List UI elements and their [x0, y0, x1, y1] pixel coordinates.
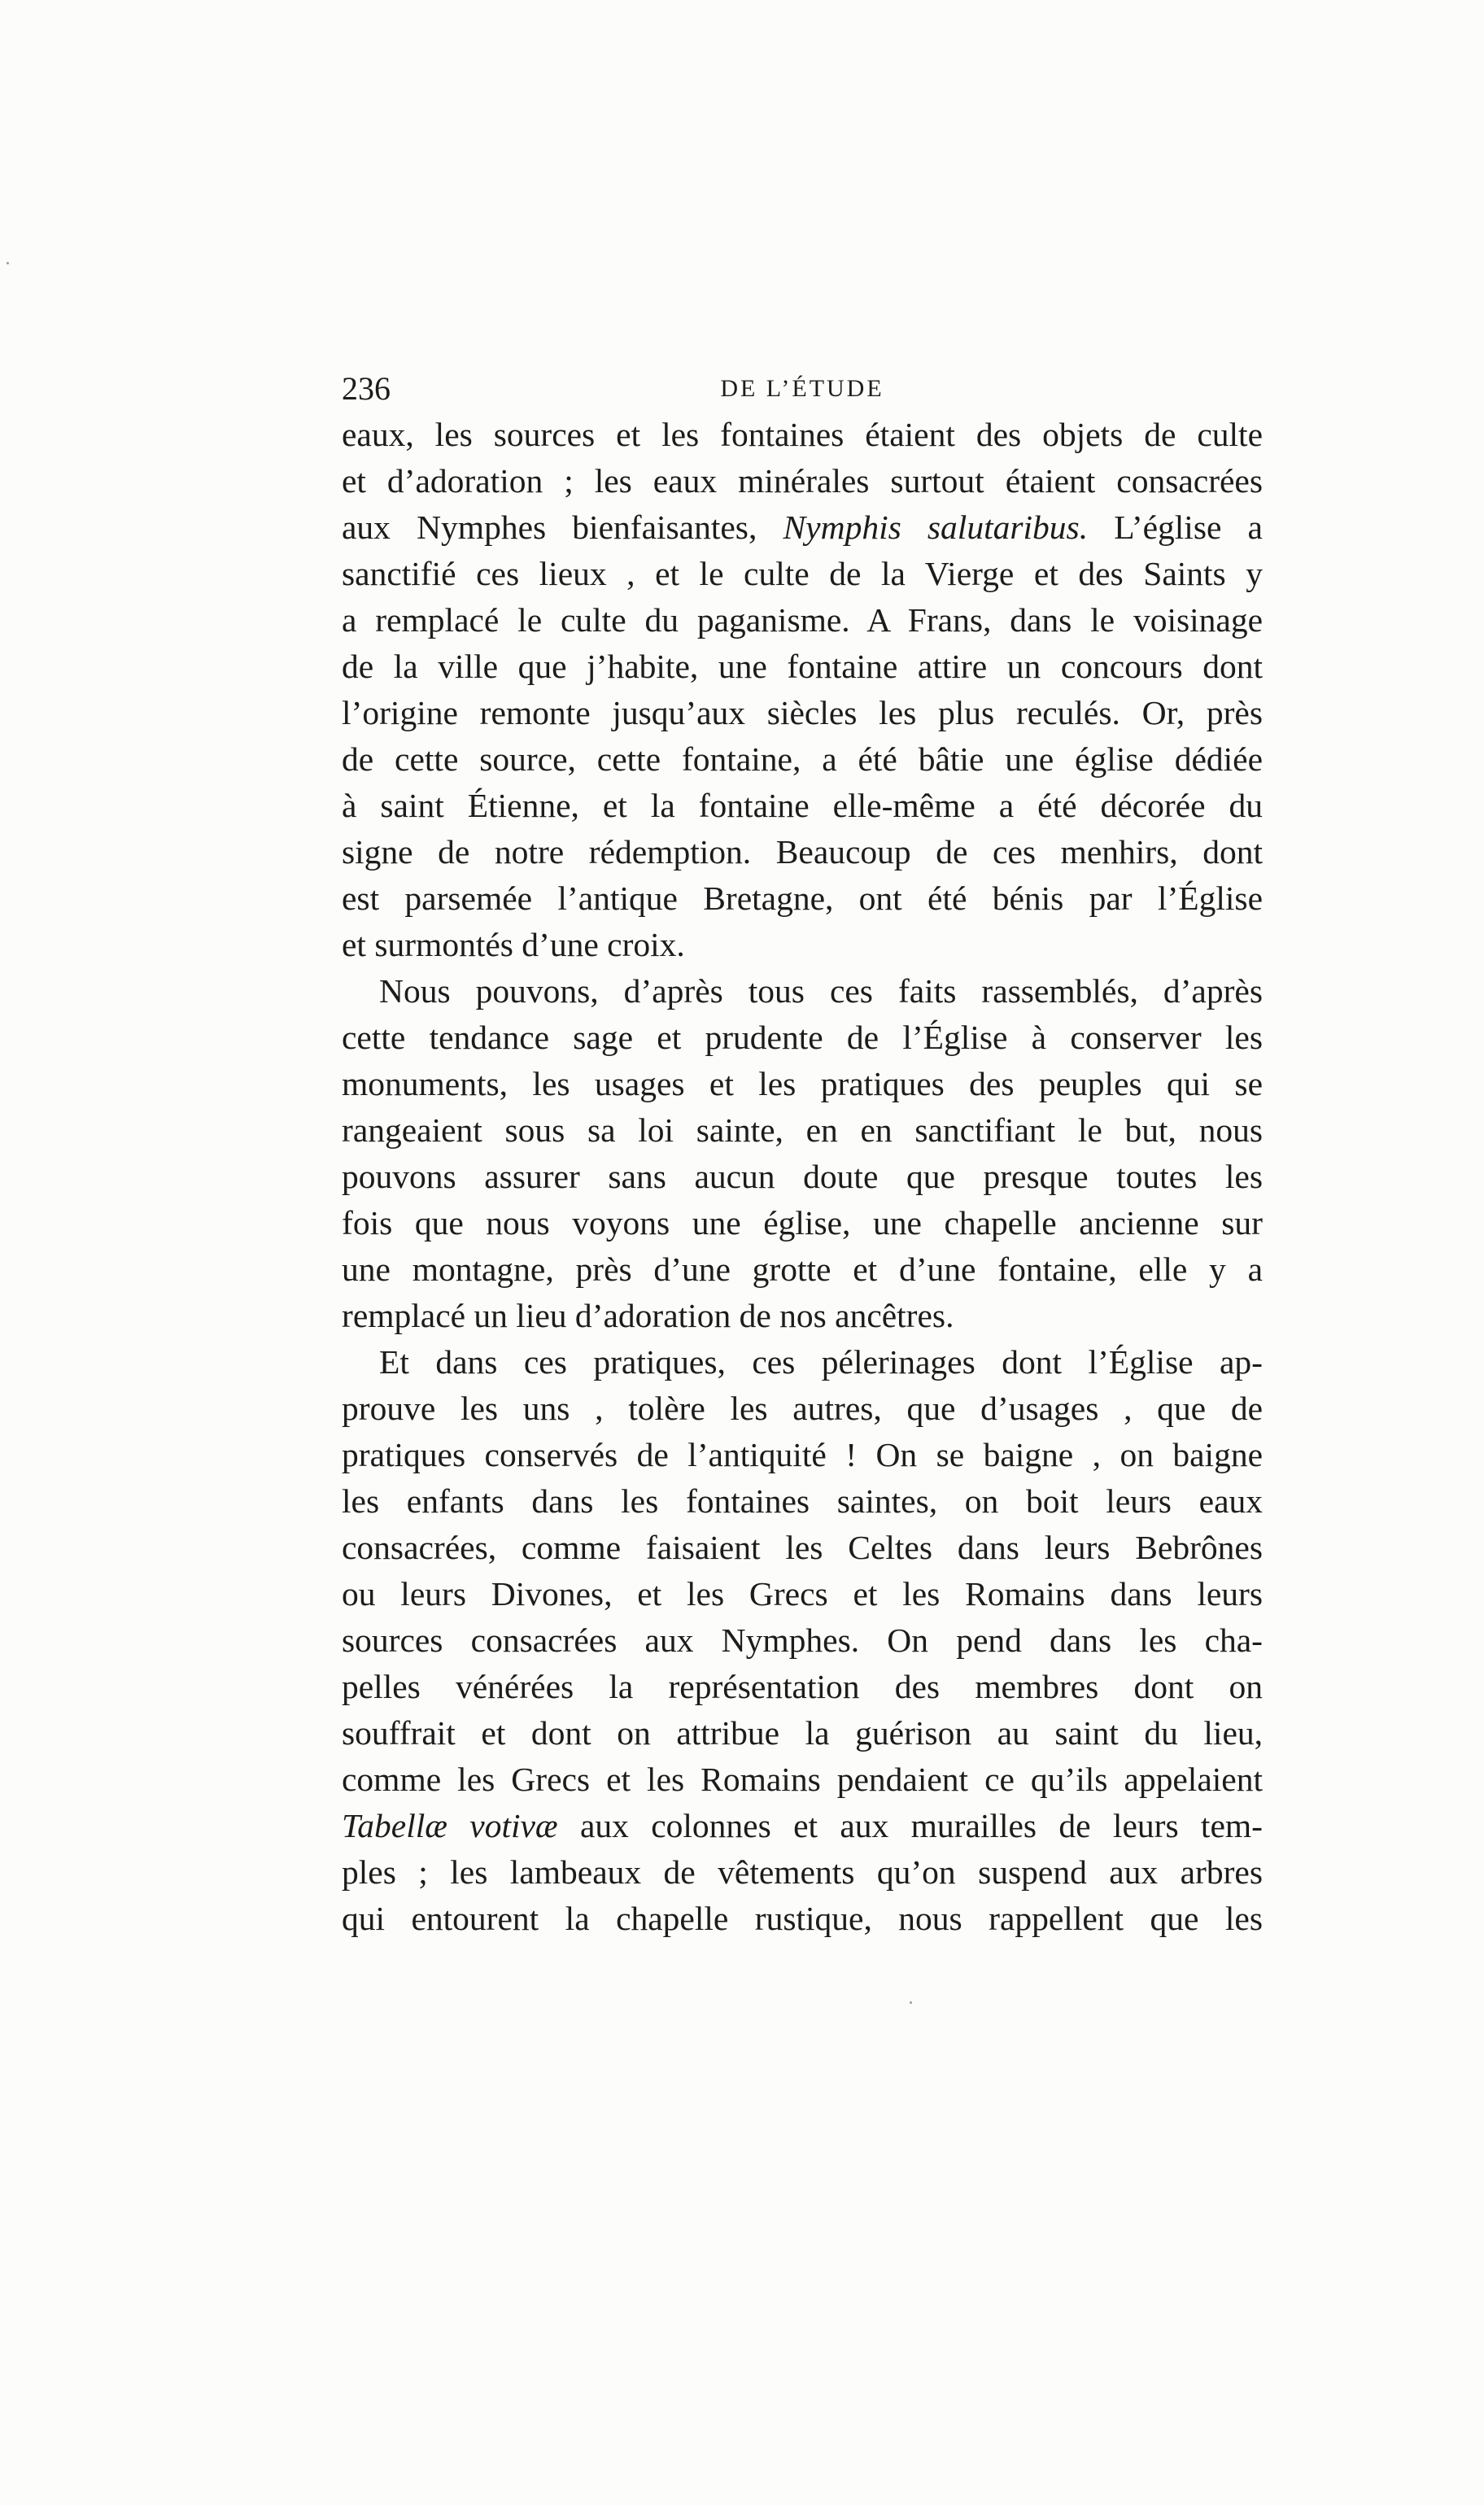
text-line: signe de notre rédemption. Beaucoup de ces menhirs, dont	[342, 833, 1263, 871]
text-line	[342, 504, 1263, 551]
text-line: ples ; les lambeaux de vêtements qu’on suspend aux arbres	[342, 1853, 1263, 1891]
text-line: une montagne, près d’une grotte et d’une fontaine, elle y a	[342, 1250, 1263, 1288]
page-number: 236	[342, 370, 391, 407]
text-line: l’origine remonte jusqu’aux siècles les plus reculés. Or, près	[342, 694, 1263, 731]
text-line: monuments, les usages et les pratiques des peuples qui se	[342, 1065, 1263, 1102]
text-line: remplacé un lieu d’adoration de nos ancêtres.	[342, 1297, 954, 1334]
text-line: qui entourent la chapelle rustique, nous rappellent que les	[342, 1900, 1263, 1937]
text-line: consacrées, comme faisaient les Celtes dans leurs Bebrônes	[342, 1529, 1263, 1566]
text-span: L’église a	[1088, 508, 1263, 546]
text-line: Et dans ces pratiques, ces pélerinages dont l’Église ap-	[379, 1343, 1263, 1381]
text-line: fois que nous voyons une église, une chapelle ancienne sur	[342, 1204, 1263, 1242]
body-text	[342, 412, 1263, 1942]
text-line: pouvons assurer sans aucun doute que presque toutes les	[342, 1158, 1263, 1195]
paragraph	[342, 968, 1263, 1339]
paragraph	[342, 412, 1263, 968]
text-line: souffrait et dont on attribue la guérison au saint du lieu,	[342, 1714, 1263, 1752]
text-line: de la ville que j’habite, une fontaine attire un concours dont	[342, 648, 1263, 685]
text-line: à saint Étienne, et la fontaine elle-même a été décorée du	[342, 787, 1263, 824]
text-line: a remplacé le culte du paganisme. A Frans, dans le voisinage	[342, 601, 1263, 639]
text-line: et surmontés d’une croix.	[342, 926, 685, 963]
text-line	[342, 1803, 1263, 1849]
text-line: comme les Grecs et les Romains pendaient ce qu’ils appelaient	[342, 1761, 1263, 1798]
text-line: cette tendance sage et prudente de l’Église à conserver les	[342, 1019, 1263, 1056]
text-line: et d’adoration ; les eaux minérales surtout étaient consacrées	[342, 462, 1263, 500]
text-line: ou leurs Divones, et les Grecs et les Romains dans leurs	[342, 1575, 1263, 1613]
text-line: rangeaient sous sa loi sainte, en en sanctifiant le but, nous	[342, 1111, 1263, 1149]
text-line: sanctifié ces lieux , et le culte de la Vierge et des Saints y	[342, 555, 1263, 592]
text-line: de cette source, cette fontaine, a été bâtie une église dédiée	[342, 740, 1263, 778]
running-head	[342, 364, 1263, 413]
text-line: sources consacrées aux Nymphes. On pend dans les cha-	[342, 1621, 1263, 1659]
text-span: aux colonnes et aux murailles de leurs tem-	[557, 1807, 1263, 1844]
running-title: DE L’ÉTUDE	[720, 375, 884, 402]
text-line: eaux, les sources et les fontaines étaient des objets de culte	[342, 416, 1263, 453]
text-line: les enfants dans les fontaines saintes, on boit leurs eaux	[342, 1482, 1263, 1520]
text-line: Nous pouvons, d’après tous ces faits rassemblés, d’après	[379, 972, 1263, 1010]
text-line: est parsemée l’antique Bretagne, ont été bénis par l’Église	[342, 879, 1263, 917]
text-span: aux Nymphes bienfaisantes,	[342, 508, 783, 546]
text-line: pratiques conservés de l’antiquité ! On se baigne , on baigne	[342, 1436, 1263, 1473]
text-line: prouve les uns , tolère les autres, que d’usages , que de	[342, 1390, 1263, 1427]
text-line: pelles vénérées la représentation des membres dont on	[342, 1668, 1263, 1705]
scan-speck	[910, 2001, 912, 2004]
latin-phrase: Tabellæ votivæ	[342, 1807, 558, 1844]
paragraph	[342, 1339, 1263, 1942]
latin-phrase: Nymphis salutaribus.	[783, 508, 1089, 546]
scan-speck	[7, 262, 9, 264]
